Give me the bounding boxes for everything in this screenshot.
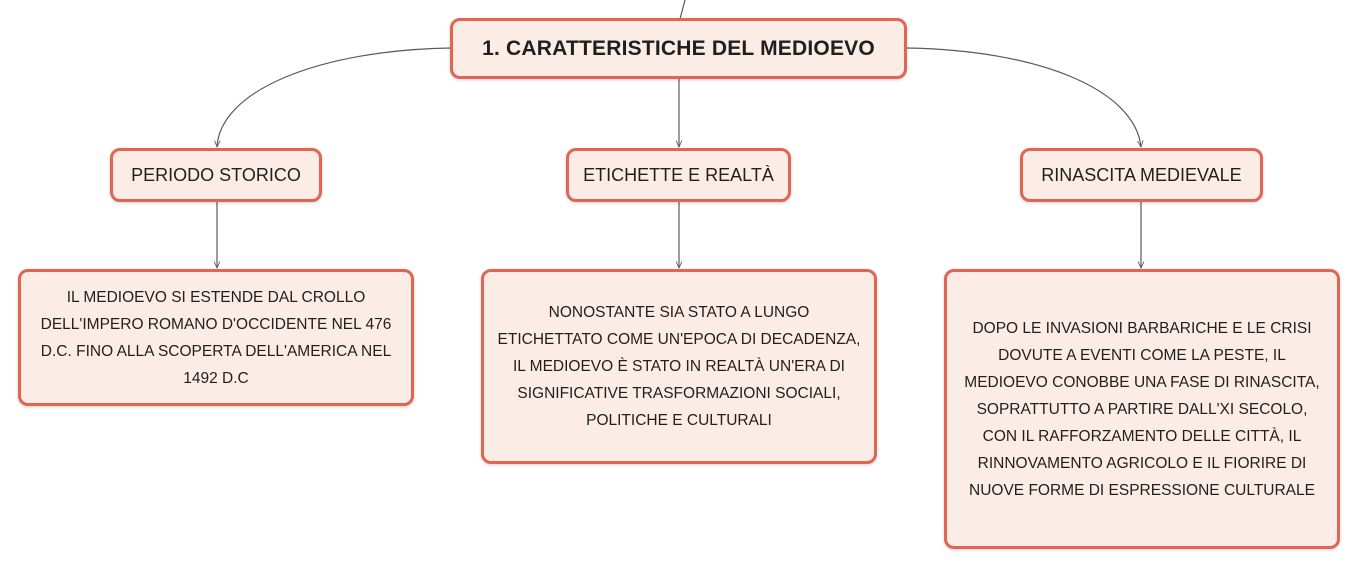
detail-text: DOPO LE INVASIONI BARBARICHE E LE CRISI DOVUTE A EVENTI COME LA PESTE, IL MEDIOEVO CONOBBE UNA FASE DI RINASCITA, SOPRATTUTTO A PARTIRE DALL'XI SECOLO, CON IL RAFFORZAMENTO DELLE CITTÀ, IL RINNOVAMENTO AGRICOLO E IL FIORIRE DI NUOVE FORME DI ESPRESSIONE CULTURALE xyxy=(964,319,1320,499)
topic-node-etichette-e-realta[interactable] xyxy=(566,148,791,202)
topic-node-rinascita-medievale[interactable] xyxy=(1020,148,1263,202)
detail-node-periodo-storico[interactable] xyxy=(18,269,414,406)
detail-text: IL MEDIOEVO SI ESTENDE DAL CROLLO DELL'IMPERO ROMANO D'OCCIDENTE NEL 476 D.C. FINO ALLA SCOPERTA DELL'AMERICA NEL 1492 D.C xyxy=(40,288,392,387)
topic-node-periodo-storico[interactable] xyxy=(110,148,322,202)
root-node[interactable] xyxy=(450,18,907,79)
topic-label: RINASCITA MEDIEVALE xyxy=(1041,164,1242,185)
connector-parent-to-root xyxy=(680,0,685,19)
detail-node-rinascita-medievale[interactable] xyxy=(944,269,1340,549)
connector-root-to-rinascita xyxy=(906,48,1141,147)
topic-label: ETICHETTE E REALTÀ xyxy=(583,164,774,185)
topic-label: PERIODO STORICO xyxy=(131,164,301,185)
connector-root-to-periodo xyxy=(217,48,451,147)
root-node-label: 1. CARATTERISTICHE DEL MEDIOEVO xyxy=(482,36,875,60)
detail-text: NONOSTANTE SIA STATO A LUNGO ETICHETTATO COME UN'EPOCA DI DECADENZA, IL MEDIOEVO È STATO IN REALTÀ UN'ERA DI SIGNIFICATIVE TRASFORMAZIONI SOCIALI, POLITICHE E CULTURALI xyxy=(497,304,861,429)
detail-node-etichette-e-realta[interactable] xyxy=(481,269,877,464)
